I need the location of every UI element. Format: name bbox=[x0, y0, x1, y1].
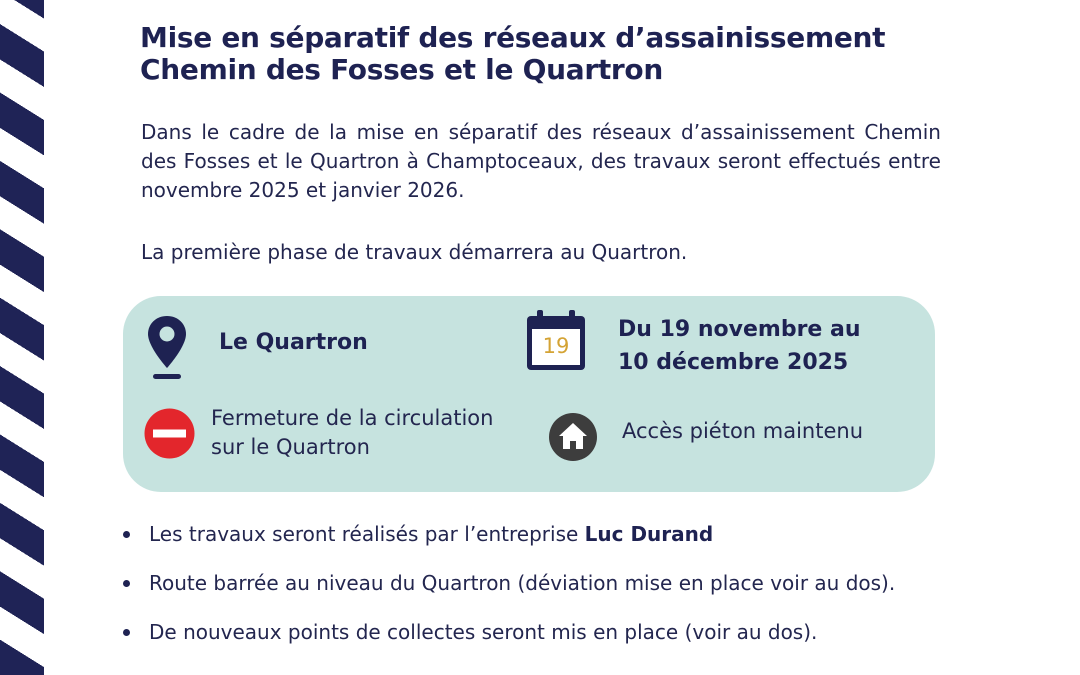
no-entry-icon bbox=[144, 408, 195, 459]
list-item bbox=[120, 566, 1020, 615]
bullet-text: De nouveaux points de collectes seront mis en place (voir au dos). bbox=[149, 620, 818, 644]
list-item bbox=[120, 517, 1020, 566]
date-range-line-2: 10 décembre 2025 bbox=[618, 350, 849, 375]
bullet-list bbox=[120, 517, 1020, 664]
intro-paragraph: Dans le cadre de la mise en séparatif des réseaux d’assainissement Chemin des Fosses et le Quartron à Champtoceaux, des travaux seront effectués entre novembre 2025 et janvier 2026. bbox=[141, 120, 941, 202]
map-pin-icon bbox=[146, 314, 188, 382]
date-range-line-1: Du 19 novembre au bbox=[618, 317, 861, 342]
road-closure-line-2: sur le Quartron bbox=[211, 435, 370, 459]
location-label: Le Quartron bbox=[219, 330, 368, 355]
page-title bbox=[140, 22, 960, 86]
calendar-day-number: 19 bbox=[542, 334, 570, 358]
contractor-name: Luc Durand bbox=[584, 522, 714, 546]
title-line-2: Chemin des Fosses et le Quartron bbox=[140, 53, 664, 86]
bullet-dot bbox=[123, 629, 130, 636]
decorative-stripe-border bbox=[0, 0, 44, 675]
phase-note: La première phase de travaux démarrera au Quartron. bbox=[141, 240, 688, 264]
bullet-text: Route barrée au niveau du Quartron (déviation mise en place voir au dos). bbox=[149, 571, 896, 595]
bullet-text: Les travaux seront réalisés par l’entreprise bbox=[149, 522, 585, 546]
house-icon bbox=[548, 412, 598, 462]
bullet-dot bbox=[123, 531, 130, 538]
list-item bbox=[120, 615, 1020, 664]
title-line-1: Mise en séparatif des réseaux d’assainissement bbox=[140, 21, 886, 54]
date-range bbox=[618, 313, 918, 379]
road-closure-line-1: Fermeture de la circulation bbox=[211, 406, 494, 430]
road-closure-text bbox=[211, 404, 531, 462]
bullet-dot bbox=[123, 580, 130, 587]
pedestrian-access-text: Accès piéton maintenu bbox=[622, 419, 864, 443]
